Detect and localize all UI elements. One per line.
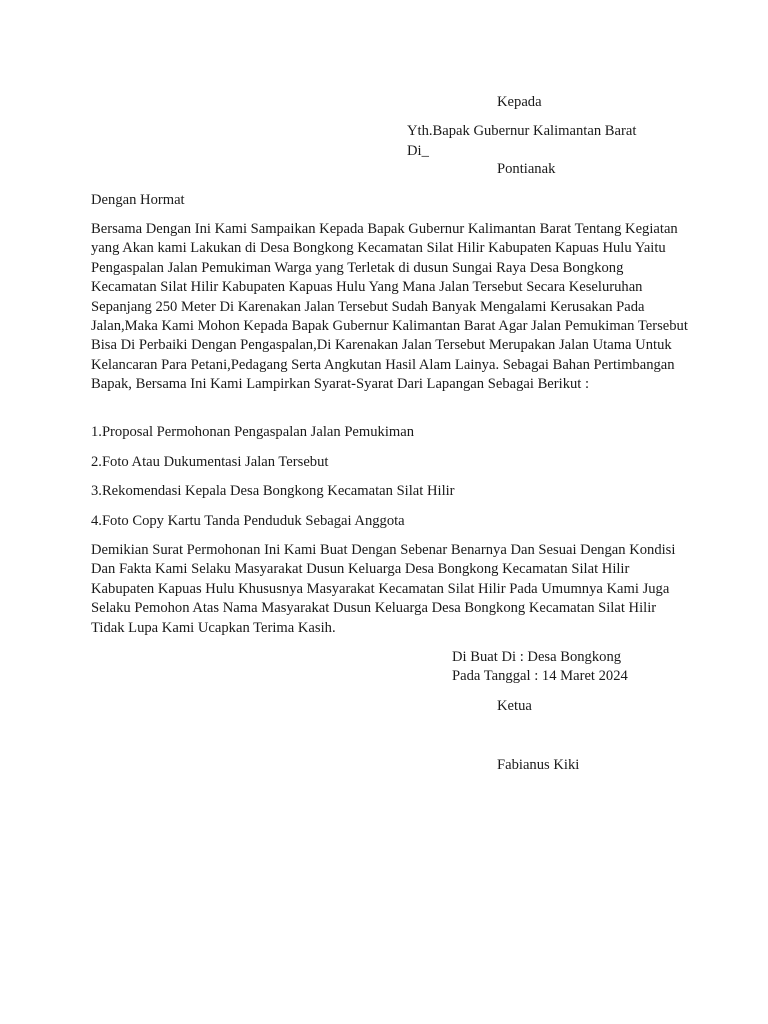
signature-place: Di Buat Di : Desa Bongkong xyxy=(452,649,622,665)
signature-date: Pada Tanggal : 14 Maret 2024 xyxy=(452,668,628,684)
signature-name: Fabianus Kiki xyxy=(497,757,580,773)
recipient-kepada: Kepada xyxy=(497,94,542,110)
recipient-addressee: Yth.Bapak Gubernur Kalimantan Barat xyxy=(407,123,637,139)
signature-role: Ketua xyxy=(497,698,532,714)
greeting: Dengan Hormat xyxy=(91,192,185,208)
recipient-di: Di_ xyxy=(407,143,429,159)
recipient-city: Pontianak xyxy=(497,161,556,177)
attachment-item-1: 1.Proposal Permohonan Pengaspalan Jalan Pemukiman xyxy=(91,424,415,440)
attachment-item-3: 3.Rekomendasi Kepala Desa Bongkong Kecamatan Silat Hilir xyxy=(91,483,455,499)
attachment-item-4: 4.Foto Copy Kartu Tanda Penduduk Sebagai Anggota xyxy=(91,513,405,529)
body-paragraph: Bersama Dengan Ini Kami Sampaikan Kepada Bapak Gubernur Kalimantan Barat Tentang Kegiatan yang Akan kami Lakukan di Desa Bongkong Kecamatan Silat Hilir Kabupaten Kapuas Hulu Yaitu Pengaspalan Jalan Pemukiman Warga yang Terletak di dusun Sungai Raya Desa Bongkong Kecamatan Silat Hilir Kabupaten Kapuas Hulu Yang Mana Jalan Tersebut Secara Keseluruhan Sepanjang 250 Meter Di Karenakan Jalan Tersebut Sudah Banyak Mengalami Kerusakan Pada Jalan,Maka Kami Mohon Kepada Bapak Gubernur Kalimantan Barat Agar Jalan Pemukiman Tersebut Bisa Di Perbaiki Dengan Pengaspalan,Di Karenakan Jalan Tersebut Merupakan Jalan Utama Untuk Kelancaran Para Petani,Pedagang Serta Angkutan Hasil Alam Lainya. Sebagai Bahan Pertimbangan Bapak, Bersama Ini Kami Lampirkan Syarat-Syarat Dari Lapangan Sebagai Berikut : xyxy=(91,221,688,393)
attachment-item-2: 2.Foto Atau Dukumentasi Jalan Tersebut xyxy=(91,454,329,470)
closing-paragraph: Demikian Surat Permohonan Ini Kami Buat Dengan Sebenar Benarnya Dan Sesuai Dengan Kondisi Dan Fakta Kami Selaku Masyarakat Dusun Keluarga Desa Bongkong Kecamatan Silat Hilir Kabupaten Kapuas Hulu Khususnya Masyarakat Kecamatan Silat Hilir Pada Umumnya Kami Juga Selaku Pemohon Atas Nama Masyarakat Dusun Keluarga Desa Bongkong Kecamatan Silat Hilir Tidak Lupa Kami Ucapkan Terima Kasih. xyxy=(91,542,676,636)
